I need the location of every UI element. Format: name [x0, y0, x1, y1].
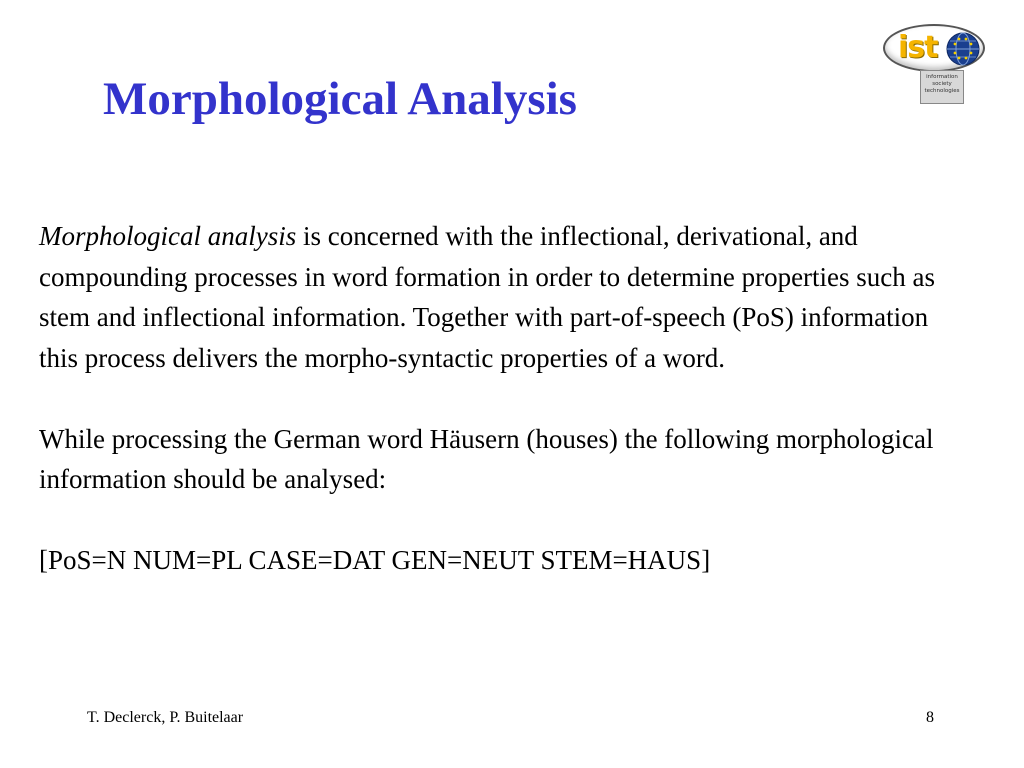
logo-tagline-plate	[920, 70, 964, 104]
definition-paragraph	[39, 216, 969, 378]
footer-authors: T. Declerck, P. Buitelaar	[87, 709, 244, 726]
logo-wordmark: ist	[898, 30, 938, 65]
slide-title: Morphological Analysis	[103, 73, 577, 125]
logo-tagline-line: technologies	[924, 88, 960, 94]
ist-logo	[883, 24, 987, 104]
logo-tagline-line: information	[926, 74, 958, 80]
page-number: 8	[926, 709, 934, 726]
slide-body	[39, 216, 969, 581]
example-paragraph: While processing the German word Häusern (houses) the following morphological information should be analysed:	[39, 423, 934, 494]
feature-structure: [PoS=N NUM=PL CASE=DAT GEN=NEUT STEM=HAUS]	[39, 545, 711, 575]
globe-icon	[946, 32, 980, 66]
defined-term: Morphological analysis	[39, 221, 297, 251]
logo-badge	[883, 24, 985, 72]
definition-text: is concerned with the inflectional, derivational, and compounding processes in word formation in order to determine properties such as stem and inflectional information. Together with part-of-speech (PoS) information this process delivers the morpho-syntactic properties of a word.	[39, 221, 936, 373]
logo-tagline-line: society	[932, 81, 952, 87]
